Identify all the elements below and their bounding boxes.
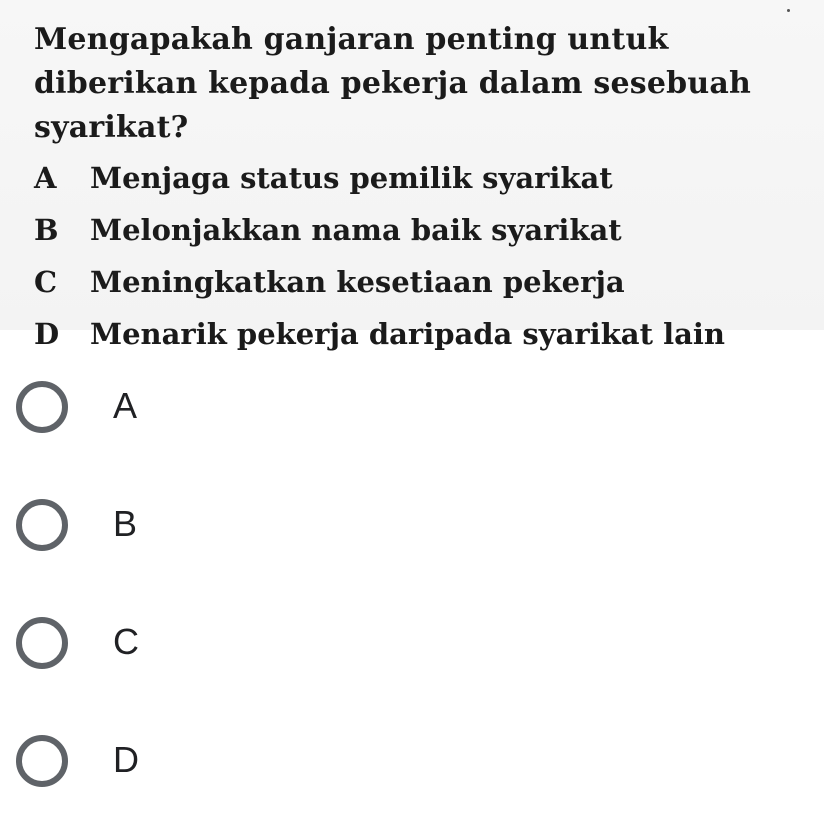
printed-option-a bbox=[34, 152, 798, 204]
printed-option-letter: D bbox=[34, 317, 60, 351]
choice-label-b[interactable]: B bbox=[113, 503, 138, 545]
printed-option-text: Menarik pekerja daripada syarikat lain bbox=[90, 317, 725, 351]
choice-d[interactable] bbox=[0, 702, 824, 820]
printed-option-c bbox=[34, 256, 798, 308]
choice-label-a[interactable]: A bbox=[113, 385, 138, 427]
printed-option-b bbox=[34, 204, 798, 256]
printed-option-text: Menjaga status pemilik syarikat bbox=[90, 161, 613, 195]
choice-label-c[interactable]: C bbox=[113, 621, 139, 663]
radio-button-b[interactable] bbox=[16, 499, 68, 551]
choice-label-d[interactable]: D bbox=[113, 739, 139, 781]
printed-option-letter: C bbox=[34, 265, 58, 299]
choice-a[interactable] bbox=[0, 348, 824, 466]
speck-dot bbox=[787, 9, 790, 12]
choice-b[interactable] bbox=[0, 466, 824, 584]
printed-option-text: Melonjakkan nama baik syarikat bbox=[90, 213, 622, 247]
radio-button-c[interactable] bbox=[16, 617, 68, 669]
radio-button-a[interactable] bbox=[16, 381, 68, 433]
printed-option-letter: A bbox=[34, 161, 57, 195]
printed-options-list bbox=[34, 152, 798, 360]
radio-button-d[interactable] bbox=[16, 735, 68, 787]
printed-option-letter: B bbox=[34, 213, 59, 247]
answer-choices bbox=[0, 348, 824, 820]
printed-option-text: Meningkatkan kesetiaan pekerja bbox=[90, 265, 625, 299]
choice-c[interactable] bbox=[0, 584, 824, 702]
question-image bbox=[0, 0, 824, 351]
question-text: Mengapakah ganjaran penting untuk diberikan kepada pekerja dalam sesebuah syarikat? bbox=[34, 22, 751, 145]
